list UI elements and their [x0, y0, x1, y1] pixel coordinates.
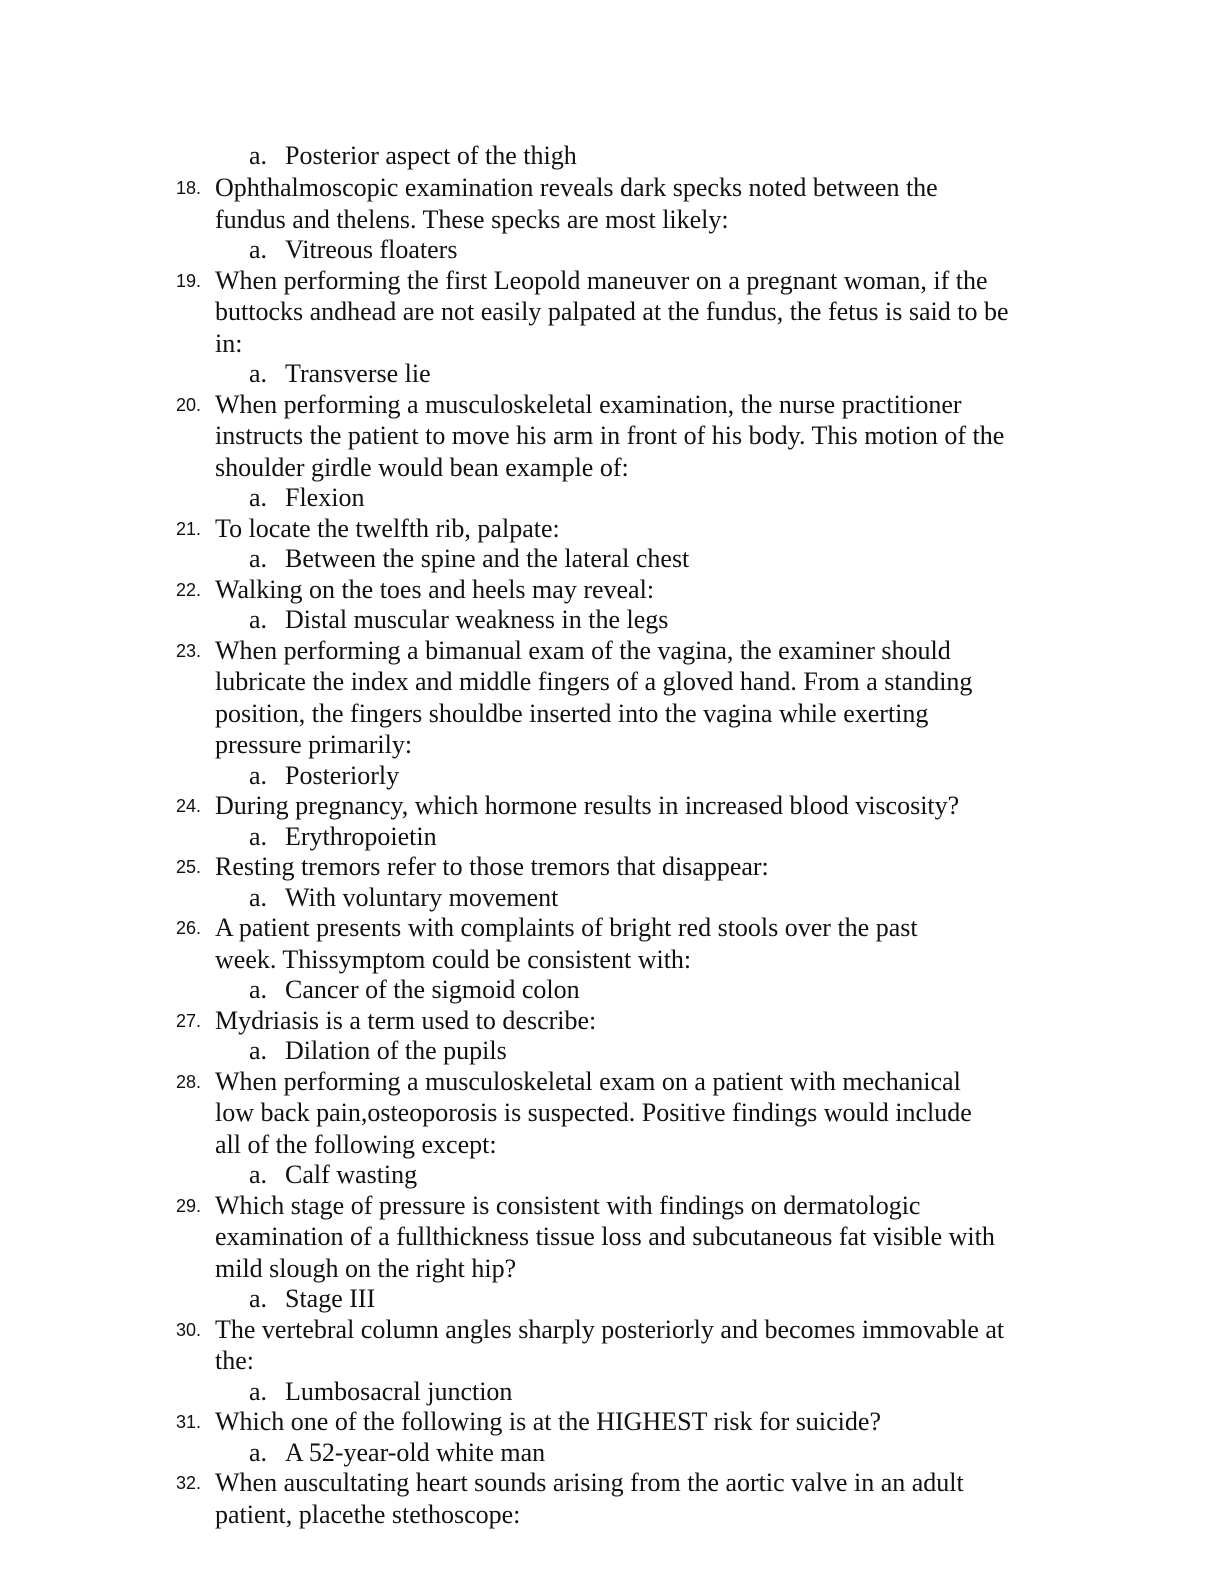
- question-text: [215, 1314, 1075, 1377]
- question-line: week. Thissymptom could be consistent with:: [215, 944, 692, 974]
- question-text: [215, 635, 1075, 761]
- question-line: all of the following except:: [215, 1129, 497, 1159]
- question-line: The vertebral column angles sharply posteriorly and becomes immovable at: [215, 1314, 1005, 1344]
- question-number: 27.: [176, 1010, 202, 1031]
- question-line: lubricate the index and middle fingers of a gloved hand. From a standing: [215, 667, 973, 696]
- question-text: [215, 1190, 1075, 1285]
- answer: [249, 1284, 1224, 1314]
- question-line: position, the fingers shouldbe inserted into the vagina while exerting: [215, 698, 929, 728]
- question-line: Which one of the following is at the HIGHEST risk for suicide?: [215, 1407, 881, 1436]
- question-item: [0, 1190, 1224, 1314]
- question-line: When performing a musculoskeletal exam on a patient with mechanical: [215, 1066, 961, 1096]
- question-item: [0, 1005, 1224, 1066]
- question-text: [215, 1066, 1075, 1161]
- answer-label: a.: [249, 235, 268, 264]
- question-row: [0, 1467, 1224, 1530]
- question-line: buttocks andhead are not easily palpated at the fundus, the fetus is said to be: [215, 297, 1009, 326]
- question-item: [0, 912, 1224, 1005]
- question-row: [0, 851, 1224, 883]
- question-line: Mydriasis is a term used to describe:: [215, 1005, 597, 1035]
- answer-label: a.: [249, 605, 268, 634]
- answer-text: Flexion: [285, 483, 365, 512]
- question-row: [0, 1314, 1224, 1377]
- question-row: [0, 1406, 1224, 1438]
- answer-text: Lumbosacral junction: [285, 1376, 513, 1406]
- answer-label: a.: [249, 1284, 268, 1313]
- answer-label: a.: [249, 544, 268, 573]
- answer: [249, 1160, 1224, 1190]
- question-number: 30.: [176, 1319, 202, 1340]
- answer-text: Distal muscular weakness in the legs: [285, 605, 669, 634]
- question-number: 23.: [176, 640, 202, 661]
- question-item: [0, 574, 1224, 635]
- answer-text: Between the spine and the lateral chest: [285, 544, 690, 573]
- answer: [249, 1377, 1224, 1407]
- answer-label: a.: [249, 1036, 268, 1065]
- question-text: [215, 1406, 1075, 1438]
- question-item: [0, 172, 1224, 265]
- question-text: [215, 851, 1075, 883]
- question-item: [0, 851, 1224, 912]
- question-row: [0, 265, 1224, 360]
- answer: [249, 822, 1224, 852]
- question-row: [0, 172, 1224, 235]
- question-row: [0, 1005, 1224, 1037]
- question-line: patient, placethe stethoscope:: [215, 1499, 521, 1529]
- question-line: the:: [215, 1346, 254, 1375]
- question-number: 28.: [176, 1071, 202, 1092]
- question-item: [0, 389, 1224, 513]
- answer: [249, 1438, 1224, 1468]
- question-line: Walking on the toes and heels may reveal:: [215, 574, 655, 604]
- question-line: shoulder girdle would bean example of:: [215, 452, 629, 482]
- question-line: To locate the twelfth rib, palpate:: [215, 513, 560, 543]
- answer-text: A 52-year-old white man: [285, 1437, 546, 1467]
- question-number: 21.: [176, 518, 202, 539]
- answer-text: Transverse lie: [285, 359, 431, 388]
- question-number: 18.: [176, 178, 202, 198]
- answer: [249, 605, 1224, 635]
- question-line: During pregnancy, which hormone results in increased blood viscosity?: [215, 791, 960, 820]
- answer-text: With voluntary movement: [285, 882, 559, 912]
- question-line: Ophthalmoscopic examination reveals dark specks noted between the: [215, 173, 938, 202]
- question-list: [0, 172, 1224, 1530]
- question-number: 20.: [176, 394, 202, 415]
- question-line: When auscultating heart sounds arising from the aortic valve in an adult: [215, 1468, 964, 1497]
- answer-label: a.: [249, 359, 268, 388]
- answer: [249, 544, 1224, 574]
- answer-label: a.: [249, 1376, 268, 1406]
- carryover-answer: [249, 140, 577, 171]
- answer-label: a.: [249, 1437, 268, 1467]
- question-text: [215, 172, 1075, 235]
- question-text: [215, 265, 1075, 360]
- question-line: low back pain,osteoporosis is suspected. Positive findings would include: [215, 1098, 972, 1127]
- question-item: [0, 513, 1224, 574]
- question-line: in:: [215, 328, 243, 358]
- question-line: When performing a bimanual exam of the vagina, the examiner should: [215, 635, 951, 665]
- question-number: 29.: [176, 1195, 202, 1216]
- question-line: fundus and thelens. These specks are most likely:: [215, 204, 729, 234]
- question-row: [0, 574, 1224, 606]
- question-text: [215, 1005, 1075, 1037]
- question-number: 31.: [176, 1412, 202, 1432]
- question-row: [0, 513, 1224, 545]
- answer-label: a.: [249, 141, 268, 170]
- question-text: [215, 1467, 1075, 1530]
- question-row: [0, 1190, 1224, 1285]
- answer-text: Calf wasting: [285, 1160, 418, 1189]
- answer: [249, 483, 1224, 513]
- question-item: [0, 790, 1224, 851]
- answer: [249, 883, 1224, 913]
- question-line: pressure primarily:: [215, 730, 413, 759]
- question-row: [0, 635, 1224, 761]
- question-line: mild slough on the right hip?: [215, 1253, 517, 1283]
- question-line: A patient presents with complaints of bright red stools over the past: [215, 913, 918, 942]
- question-row: [0, 1066, 1224, 1161]
- question-line: When performing a musculoskeletal examination, the nurse practitioner: [215, 389, 962, 419]
- answer-text: Cancer of the sigmoid colon: [285, 975, 580, 1004]
- question-item: [0, 265, 1224, 389]
- question-item: [0, 1406, 1224, 1467]
- answer-label: a.: [249, 975, 268, 1004]
- question-text: [215, 389, 1075, 484]
- answer-label: a.: [249, 821, 268, 851]
- question-row: [0, 790, 1224, 822]
- question-line: instructs the patient to move his arm in front of his body. This motion of the: [215, 421, 1005, 450]
- answer: [249, 359, 1224, 389]
- question-number: 24.: [176, 796, 202, 816]
- question-number: 22.: [176, 579, 202, 600]
- question-row: [0, 912, 1224, 975]
- question-number: 25.: [176, 857, 202, 877]
- question-item: [0, 1314, 1224, 1407]
- question-text: [215, 790, 1075, 822]
- question-item: [0, 1467, 1224, 1530]
- answer-text: Vitreous floaters: [285, 235, 458, 264]
- answer-text: Erythropoietin: [285, 821, 437, 851]
- question-number: 19.: [176, 270, 202, 291]
- answer-text: Posterior aspect of the thigh: [285, 141, 577, 170]
- answer-label: a.: [249, 483, 268, 512]
- answer: [249, 761, 1224, 791]
- question-row: [0, 389, 1224, 484]
- answer-text: Stage III: [285, 1284, 376, 1313]
- question-item: [0, 1066, 1224, 1190]
- question-number: 26.: [176, 918, 202, 938]
- question-line: When performing the first Leopold maneuver on a pregnant woman, if the: [215, 265, 988, 295]
- answer: [249, 235, 1224, 265]
- question-line: Resting tremors refer to those tremors that disappear:: [215, 852, 769, 881]
- answer: [249, 1036, 1224, 1066]
- question-number: 32.: [176, 1473, 202, 1493]
- question-text: [215, 574, 1075, 606]
- question-line: examination of a fullthickness tissue loss and subcutaneous fat visible with: [215, 1222, 995, 1251]
- answer-label: a.: [249, 760, 268, 790]
- answer: [249, 975, 1224, 1005]
- question-item: [0, 635, 1224, 791]
- answer-text: Posteriorly: [285, 760, 400, 790]
- answer-label: a.: [249, 882, 268, 912]
- answer-text: Dilation of the pupils: [285, 1036, 507, 1065]
- question-text: [215, 513, 1075, 545]
- question-text: [215, 912, 1075, 975]
- question-line: Which stage of pressure is consistent with findings on dermatologic: [215, 1190, 921, 1220]
- answer-label: a.: [249, 1160, 268, 1189]
